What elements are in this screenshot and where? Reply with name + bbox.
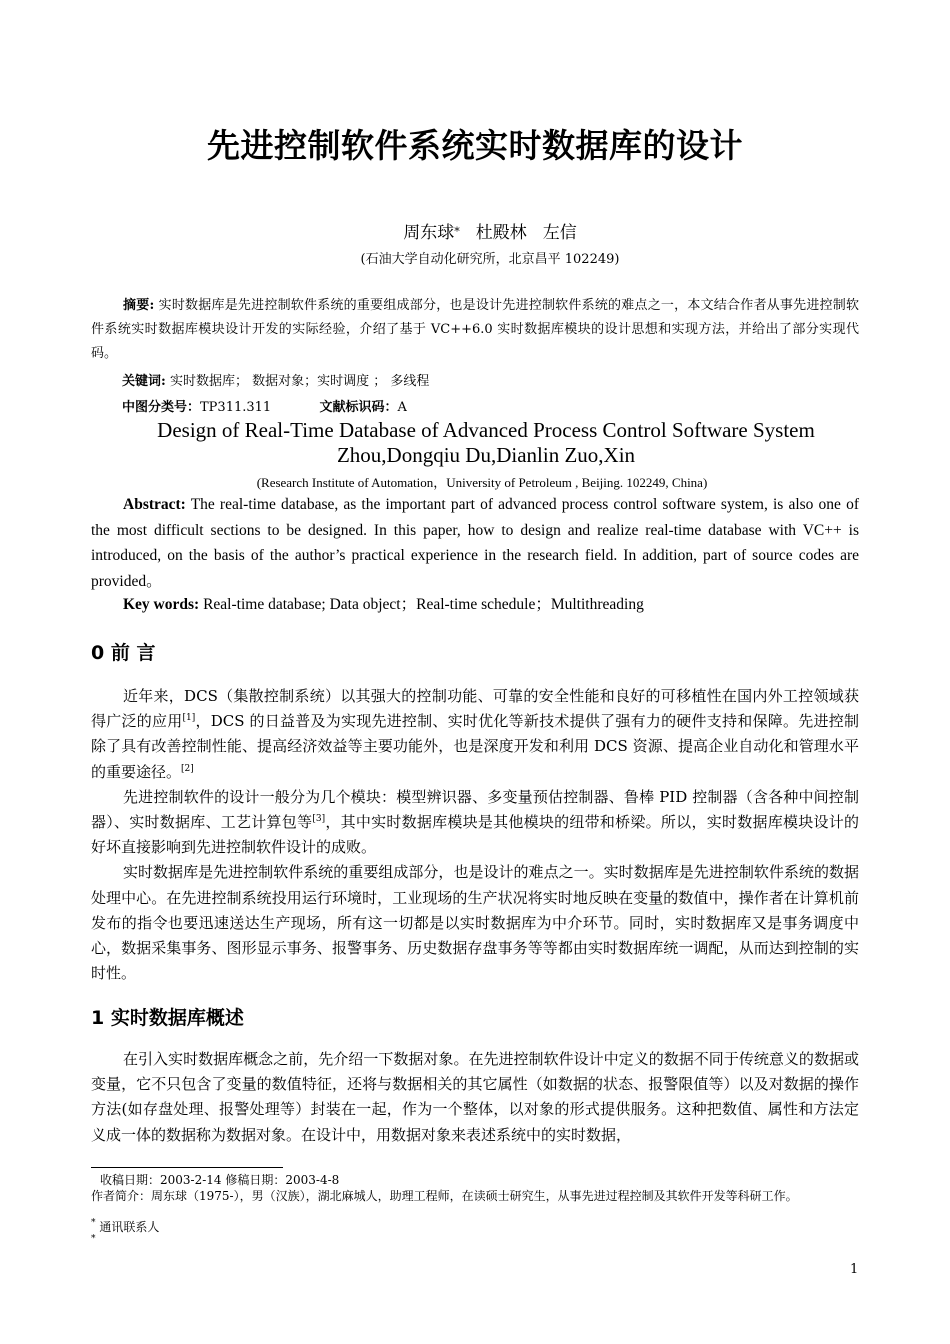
paragraph-text: 近年来，DCS（集散控制系统）以其强大的控制功能、可靠的安全性能和良好的可移植性在国内外工控领域获得广泛的应用	[91, 687, 859, 731]
abstract-label: 摘要:	[123, 298, 155, 313]
abstract-text: 实时数据库是先进控制软件系统的重要组成部分，也是设计先进控制软件系统的难点之一，本文结合作者从事先进控制软件系统实时数据库模块设计开发的实际经验，介绍了基于 VC++6.0 实时数据库模块的设计思想和实现方法，并给出了部分实现代码。	[91, 298, 859, 361]
paragraph-text: ，其中实时数据库模块是其他模块的纽带和桥梁。所以，实时数据库模块设计的好坏直接影响到先进控制软件设计的成败。	[91, 813, 859, 857]
paragraph: 在引入实时数据库概念之前，先介绍一下数据对象。在先进控制软件设计中定义的数据不同于传统意义的数据或变量，它不只包含了变量的数值特征，还将与数据相关的其它属性（如数据的状态、报警限值等）以及对数据的操作方法(如存盘处理、报警处理等）封装在一起，作为一个整体，以对象的形式提供服务。这种把数值、属性和方法定义成一体的数据称为数据对象。在设计中，用数据对象来表述系统中的实时数据，	[91, 1050, 859, 1144]
paragraph-text: ，DCS 的日益普及为实现先进控制、实时优化等新技术提供了强有力的硬件支持和保障。先进控制除了具有改善控制性能、提高经济效益等主要功能外，也是深度开发和利用 DCS 资源、提高企业自动化和管理水平的重要途径。	[91, 712, 859, 781]
author-list	[0, 218, 950, 243]
author-2: 杜殿林	[475, 223, 527, 243]
english-title-block	[0, 418, 950, 468]
english-abstract	[91, 492, 859, 594]
english-authors: Zhou,Dongqiu Du,Dianlin Zuo,Xin	[336, 443, 636, 467]
page-number: 1	[850, 1262, 859, 1277]
english-title: Design of Real-Time Database of Advanced Process Control Software System	[157, 418, 815, 442]
section-1-body	[91, 1047, 859, 1148]
citation-ref: [1]	[182, 713, 196, 724]
chinese-keywords	[122, 370, 429, 389]
clc-label: 中图分类号：	[122, 400, 201, 415]
english-keywords-label: Key words:	[123, 596, 200, 613]
paper-title: 先进控制软件系统实时数据库的设计	[207, 126, 743, 165]
keywords-text: 实时数据库； 数据对象；实时调度 ； 多线程	[169, 374, 430, 389]
footnote-contact-text: 通讯联系人	[95, 1220, 160, 1234]
english-keywords-text: Real-time database; Data object；Real-time schedule；Multithreading	[203, 596, 644, 613]
paragraph: 实时数据库是先进控制软件系统的重要组成部分，也是设计的难点之一。实时数据库是先进控制软件系统的数据处理中心。在先进控制系统投用运行环境时，工业现场的生产状况将实时地反映在变量的数值中，操作者在计算机前发布的指令也要迅速送达生产现场，所有这一切都是以实时数据库为中介环节。同时，实时数据库又是事务调度中心，数据采集事务、图形显示事务、报警事务、历史数据存盘事务等等都由实时数据库统一调配，从而达到控制的实时性。	[91, 863, 859, 983]
footnote-bio: 作者简介：周东球（1975-），男（汉族），湖北麻城人，助理工程师，在读硕士研究生，从事先进过程控制及其软件开发等科研工作。	[91, 1189, 798, 1203]
footnote-divider	[91, 1167, 283, 1168]
affiliation: (石油大学自动化研究所，北京昌平 102249)	[360, 252, 620, 267]
citation-ref: [3]	[312, 814, 326, 825]
classification-line	[122, 396, 407, 415]
footnote-contact	[91, 1218, 871, 1234]
corresponding-mark: *	[454, 225, 460, 238]
author-1: 周东球	[403, 223, 455, 243]
section-0-heading: 0 前 言	[91, 642, 156, 664]
doc-code-label: 文献标识码：	[319, 400, 398, 415]
doc-code-value: A	[397, 400, 407, 415]
footnote-received: 收稿日期：2003-2-14 修稿日期：2003-4-8	[100, 1173, 340, 1187]
paragraph	[91, 785, 859, 861]
english-abstract-text: The real-time database, as the important part of advanced process control software system, is also one of the most difficult sections to be designed. In this paper, how to design and realize real-time database with VC++ is introduced, on the basis of the author’s practical experience in the research field. In addition, part of source codes are provided。	[91, 496, 859, 590]
english-keywords	[91, 592, 859, 618]
footnote-extra	[91, 1234, 871, 1250]
paragraph	[91, 684, 859, 785]
english-affiliation: (Research Institute of Automation，University of Petroleum , Beijing. 102249, China)	[256, 475, 708, 490]
english-abstract-label: Abstract:	[123, 496, 186, 513]
citation-ref: [2]	[181, 763, 194, 774]
section-1-heading: 1 实时数据库概述	[91, 1007, 244, 1029]
paragraph-text: 先进控制软件的设计一般分为几个模块：模型辨识器、多变量预估控制器、鲁棒 PID 控制器（含各种中间控制器）、实时数据库、工艺计算包等	[91, 787, 859, 832]
section-0-body	[91, 684, 859, 986]
chinese-abstract	[91, 294, 859, 366]
clc-value: TP311.311	[200, 400, 272, 415]
author-3: 左信	[542, 223, 577, 243]
footnote-mark: *	[91, 1234, 96, 1244]
keywords-label: 关键词:	[122, 374, 166, 389]
footnote-mark: *	[91, 1218, 96, 1228]
